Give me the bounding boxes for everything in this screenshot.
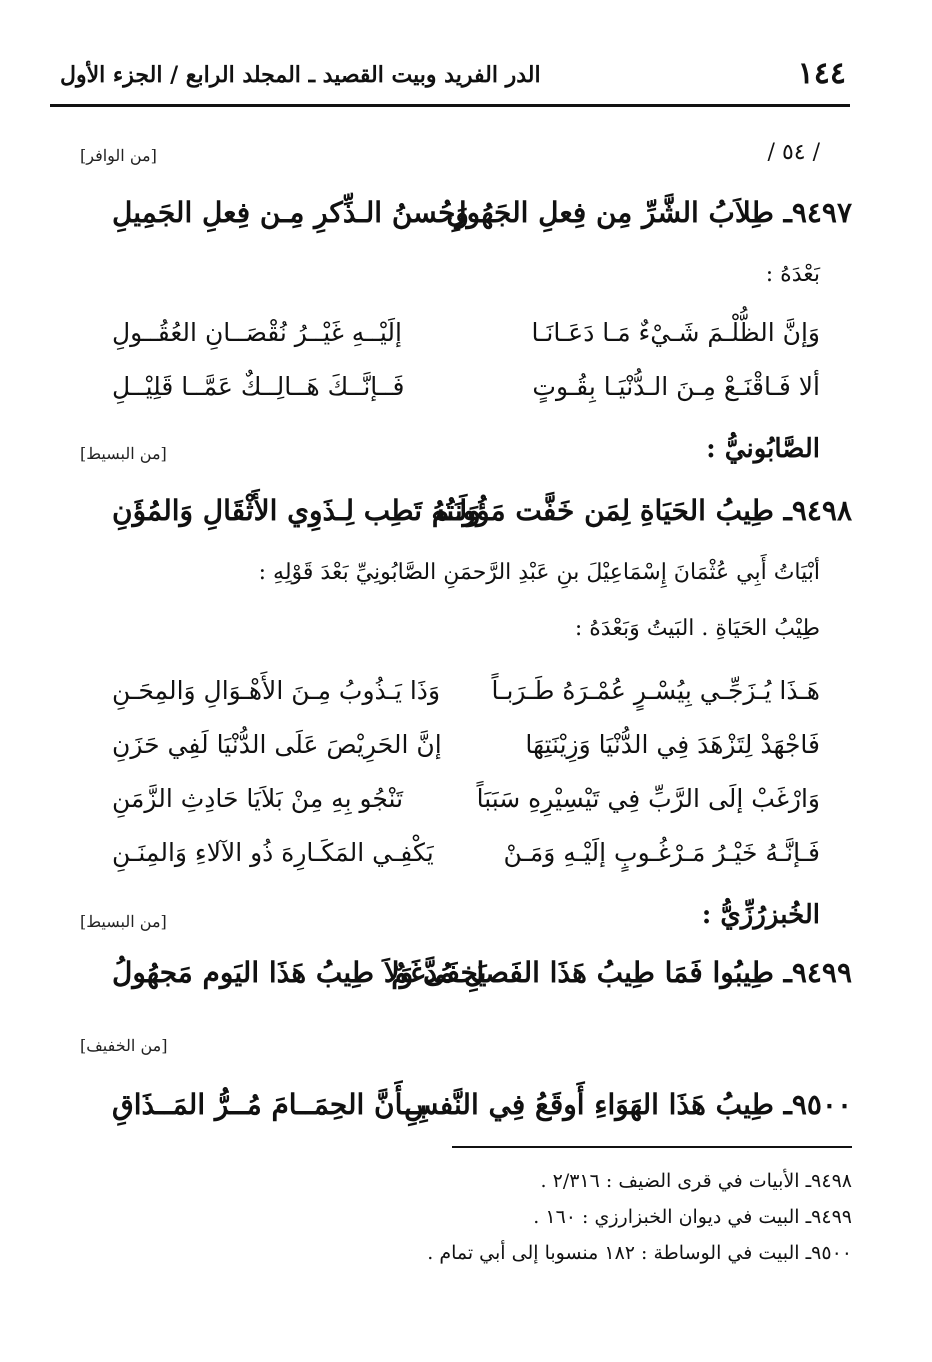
couplet-e-first: وَارْغَبْ إلَى الرَّبِّ فِي تَيْسِيْرِهِ سَبَبَاً <box>476 784 820 813</box>
meter-label-wafir: [من الوافر] <box>80 146 157 165</box>
page-number: ١٤٤ <box>797 56 846 91</box>
couplet-e-second: تَنْجُو بِهِ مِنْ بَلاَيَا حَادِثِ الزَّمَنِ <box>112 784 404 813</box>
verse-9498-first-hemistich: ٩٤٩٨ـ طِيبُ الحَيَاةِ لِمَن خَفَّت مَؤُونَتُهُ <box>431 494 852 527</box>
poet-name-sabuni: الصَّابُونيُّ : <box>706 434 820 464</box>
footnote-9499: ٩٤٩٩ـ البيت في ديوان الخبزارزي : ١٦٠ . <box>533 1206 852 1228</box>
meter-label-khafif: [من الخفيف] <box>80 1036 168 1055</box>
prose-attribution: أبْيَاتُ أَبِي عُثْمَانَ إِسْمَاعِيْلَ بنِ عَبْدِ الرَّحمَنِ الصَّابُونِيِّ بَعْدَ قَوْلِهِ : <box>258 560 820 585</box>
running-header-title: الدر الفريد وبيت القصيد ـ المجلد الرابع / الجزء الأول <box>60 62 541 88</box>
footnote-divider <box>452 1146 852 1148</box>
verse-9500-first-hemistich: ٩٥٠٠ـ طِيبُ هَذَا الهَوَاءِ أَوقَعُ فِي النَّفسِ <box>404 1088 852 1121</box>
couplet-c-second: وَذَا يَـذُوبُ مِـنَ الأَهْـوَالِ وَالمِحَـنِ <box>112 676 441 705</box>
prose-after: طِيْبُ الحَيَاةِ . البَيتُ وَبَعْدَهُ : <box>574 616 820 641</box>
verse-9499-first-hemistich: ٩٤٩٩ـ طِيبُوا فَمَا طِيبُ هَذَا الفَصلِ مُدَّغَمٌ <box>391 956 852 989</box>
couplet-b-first: ألا فَـاقْنَـعْ مِـنَ الـدُّنْيَـا بِقُـوتٍ <box>532 372 820 401</box>
couplet-d-second: إنَّ الحَرِيْصَ عَلَى الدُّنْيَا لَفِي حَزَنِ <box>112 730 442 759</box>
meter-label-basit-2: [من البسيط] <box>80 912 167 931</box>
couplet-a-second: إلَيْــهِ غَيْــرُ نُقْصَــانِ العُقُــولِ <box>112 318 402 347</box>
couplet-b-second: فَــإنَّــكَ هَــالِــكٌ عَمَّــا قَلِيْــلِ <box>112 372 405 401</box>
section-number: / ٥٤ / <box>767 140 820 165</box>
verse-9497-second-hemistich: وَحُسنُ الـذِّكرِ مِـن فِعلِ الجَمِيلِ <box>112 196 469 229</box>
verse-9500-second-hemistich: بِــأَنَّ الحِمَــامَ مُــرُّ المَــذَاقِ <box>112 1088 428 1121</box>
poet-name-khubzaruzzi: الخُبزرُزِّيُّ : <box>701 900 820 930</box>
verse-9498-second-hemistich: وَلَـم تَطِب لِـذَوِي الأَثْقَالِ وَالمُؤَنِ <box>112 494 481 527</box>
couplet-c-first: هَـذَا يُـزَجِّـي بِيُسْـرٍ عُمْـرَهُ طَـرَبـاً <box>491 676 820 705</box>
header-divider <box>50 104 850 107</box>
footnote-9498: ٩٤٩٨ـ الأبيات في قرى الضيف : ٢/٣١٦ . <box>540 1170 852 1192</box>
after-label: بَعْدَهُ : <box>765 262 820 287</box>
couplet-a-first: وَإنَّ الظُّلْـمَ شَـيْءٌ مَـا دَعَـانَـا <box>531 318 820 347</box>
couplet-f-second: يَكْفِـي المَكَـارِهَ ذُو الآلاءِ وَالمِنَـنِ <box>112 838 434 867</box>
couplet-d-first: فَاجْهَدْ لِتَزْهَدَ فِي الدُّنْيَا وَزِيْنَتِهَا <box>525 730 820 759</box>
couplet-f-first: فَـإنَّـهُ خَيْـرُ مَـرْغُـوبٍ إلَيْـهِ وَمَـنْ <box>503 838 820 867</box>
verse-9499-second-hemistich: يَخفَى وَلاَ طِيبُ هَذَا اليَوم مَجهُولُ <box>112 956 487 989</box>
meter-label-basit-1: [من البسيط] <box>80 444 167 463</box>
footnote-9500: ٩٥٠٠ـ البيت في الوساطة : ١٨٢ منسوبا إلى أبي تمام . <box>427 1242 852 1264</box>
verse-9497-first-hemistich: ٩٤٩٧ـ طِلاَبُ الشَّرِّ مِن فِعلِ الجَهُولِ <box>446 196 852 229</box>
